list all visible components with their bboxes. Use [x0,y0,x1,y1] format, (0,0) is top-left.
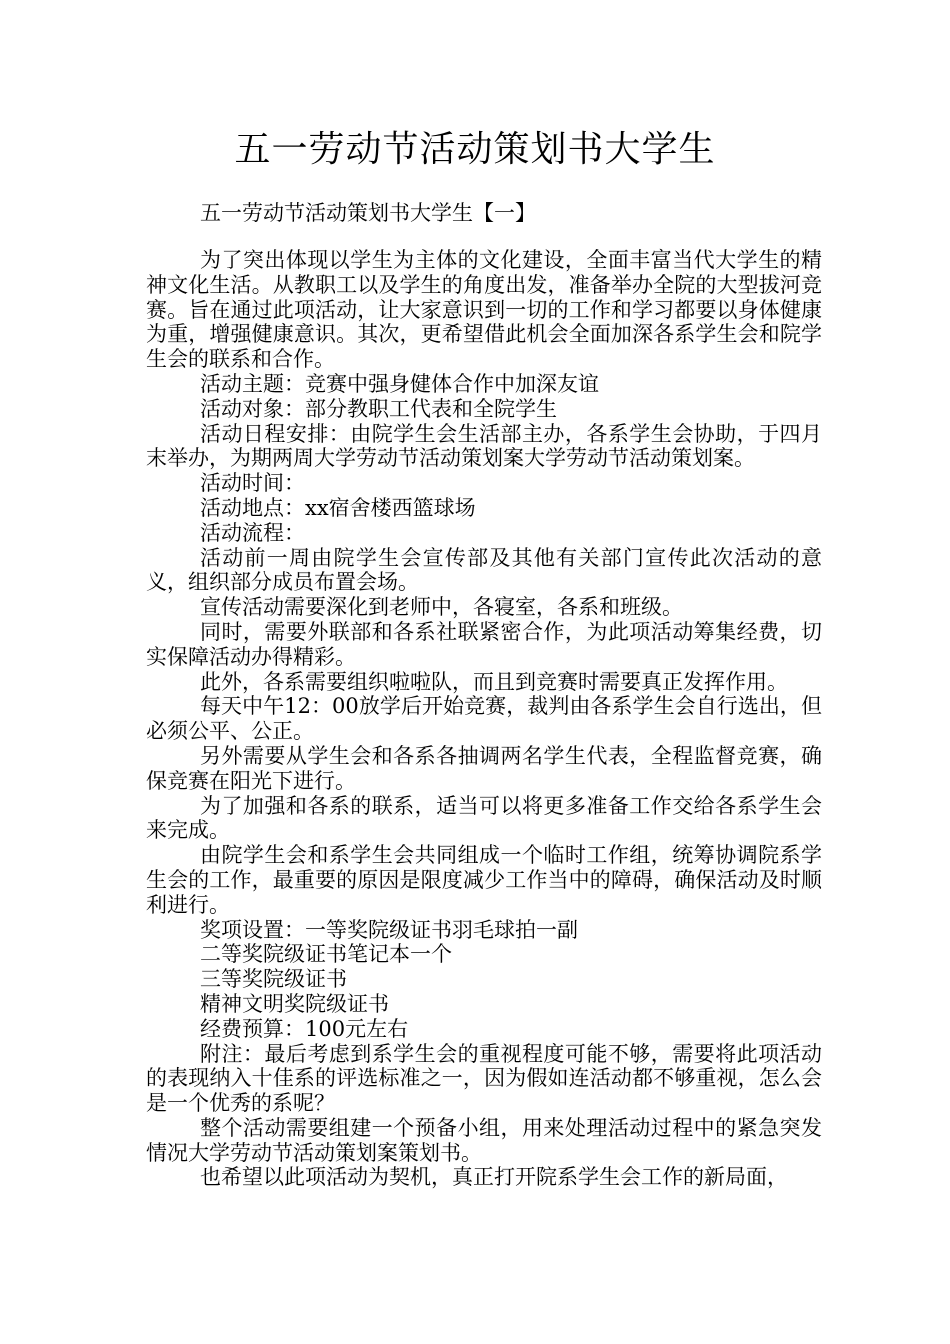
paragraph-process-3: 同时，需要外联部和各系社联紧密合作，为此项活动筹集经费，切实保障活动办得精彩。 [146,619,822,669]
document-title: 五一劳动节活动策划书大学生 [234,129,716,170]
paragraph-award-spirit: 精神文明奖院级证书 [200,991,389,1016]
paragraph-award-second: 二等奖院级证书笔记本一个 [200,942,452,967]
paragraph-theme: 活动主题：竞赛中强身健体合作中加深友谊 [200,371,599,396]
paragraph-audience: 活动对象：部分教职工代表和全院学生 [200,396,557,421]
paragraph-closing: 也希望以此项活动为契机，真正打开院系学生会工作的新局面， [200,1165,788,1190]
paragraph-process-2: 宣传活动需要深化到老师中，各寝室，各系和班级。 [200,595,683,620]
document-body [146,248,822,1190]
paragraph-process-1: 活动前一周由院学生会宣传部及其他有关部门宣传此次活动的意义，组织部分成员布置会场。 [146,545,822,595]
paragraph-process-4: 此外，各系需要组织啦啦队，而且到竞赛时需要真正发挥作用。 [200,669,788,694]
paragraph-process-6: 另外需要从学生会和各系各抽调两名学生代表，全程监督竞赛，确保竞赛在阳光下进行。 [146,743,822,793]
paragraph-process-5: 每天中午12：00放学后开始竞赛，裁判由各系学生会自行选出，但必须公平、公正。 [146,694,822,744]
paragraph-process: 活动流程： [200,520,305,545]
paragraph-budget: 经费预算：100元左右 [200,1016,409,1041]
paragraph-note: 附注：最后考虑到系学生会的重视程度可能不够，需要将此项活动的表现纳入十佳系的评选标准之一，因为假如连活动都不够重视，怎么会是一个优秀的系呢？ [146,1041,822,1116]
paragraph-process-8: 由院学生会和系学生会共同组成一个临时工作组，统筹协调院系学生会的工作，最重要的原因是限度减少工作当中的障碍，确保活动及时顺利进行。 [146,843,822,917]
section-heading: 五一劳动节活动策划书大学生【一】 [200,201,536,225]
paragraph-location: 活动地点：xx宿舍楼西篮球场 [200,495,476,520]
paragraph-standby-team: 整个活动需要组建一个预备小组，用来处理活动过程中的紧急突发情况大学劳动节活动策划案策划书。 [146,1115,822,1165]
paragraph-time: 活动时间： [200,471,305,496]
paragraph-intro: 为了突出体现以学生为主体的文化建设，全面丰富当代大学生的精神文化生活。从教职工以及学生的角度出发，准备举办全院的大型拔河竞赛。旨在通过此项活动，让大家意识到一切的工作和学习都要以身体健康为重，增强健康意识。其次，更希望借此机会全面加深各系学生会和院学生会的联系和合作。 [146,248,822,372]
paragraph-award-first: 奖项设置：一等奖院级证书羽毛球拍一副 [200,917,578,942]
paragraph-schedule: 活动日程安排：由院学生会生活部主办，各系学生会协助，于四月末举办，为期两周大学劳动节活动策划案大学劳动节活动策划案。 [146,421,822,471]
paragraph-award-third: 三等奖院级证书 [200,967,347,992]
paragraph-process-7: 为了加强和各系的联系，适当可以将更多准备工作交给各系学生会来完成。 [146,793,822,843]
